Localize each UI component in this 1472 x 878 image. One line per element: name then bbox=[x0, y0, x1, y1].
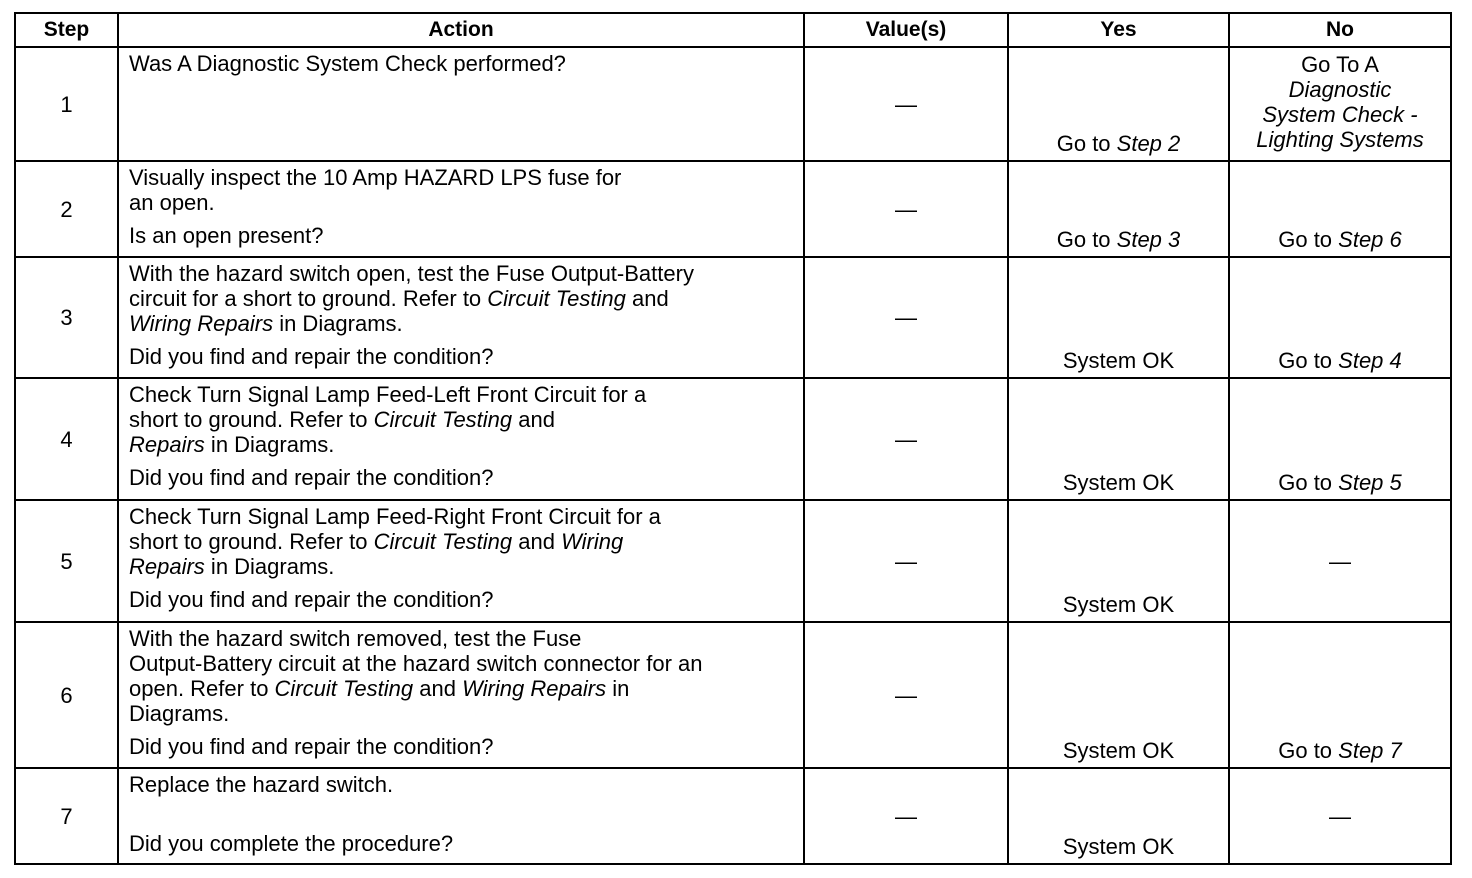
step-number: 3 bbox=[15, 257, 118, 378]
no-cell: — bbox=[1229, 500, 1451, 622]
no-cell bbox=[1229, 161, 1451, 257]
table-row bbox=[15, 47, 1451, 161]
yes-cell: System OK bbox=[1008, 622, 1229, 768]
action-text: Check Turn Signal Lamp Feed-Right Front Circuit for a bbox=[129, 504, 661, 529]
step-number: 2 bbox=[15, 161, 118, 257]
action-text: With the hazard switch open, test the Fuse Output-Battery bbox=[129, 261, 694, 286]
action-cell bbox=[118, 47, 804, 161]
no-step-ref: Step 7 bbox=[1338, 738, 1402, 763]
no-step-ref: Step 5 bbox=[1338, 470, 1402, 495]
action-question: Is an open present? bbox=[129, 223, 324, 248]
step-number: 1 bbox=[15, 47, 118, 161]
step-number: 6 bbox=[15, 622, 118, 768]
yes-cell bbox=[1008, 47, 1229, 161]
table-row bbox=[15, 768, 1451, 864]
step-number: 7 bbox=[15, 768, 118, 864]
yes-step-ref: Step 2 bbox=[1116, 131, 1181, 156]
action-text: Repairs in Diagrams. bbox=[129, 432, 335, 457]
action-text: Visually inspect the 10 Amp HAZARD LPS fuse for bbox=[129, 165, 622, 190]
no-text: Go to bbox=[1278, 227, 1339, 252]
no-text: Go to bbox=[1278, 348, 1339, 373]
no-text: Go To A bbox=[1301, 52, 1379, 77]
yes-cell bbox=[1008, 161, 1229, 257]
no-text: Go to bbox=[1278, 470, 1339, 495]
no-text: Diagnostic bbox=[1288, 77, 1392, 102]
no-cell bbox=[1229, 47, 1451, 161]
header-step: Step bbox=[15, 13, 118, 47]
action-text: short to ground. Refer to Circuit Testing and bbox=[129, 407, 555, 432]
yes-step-ref: Step 3 bbox=[1116, 227, 1181, 252]
no-cell bbox=[1229, 257, 1451, 378]
no-text: Go to bbox=[1278, 738, 1339, 763]
no-step-ref: Step 4 bbox=[1338, 348, 1402, 373]
action-cell bbox=[118, 161, 804, 257]
yes-text: Go to bbox=[1056, 131, 1117, 156]
yes-cell: System OK bbox=[1008, 257, 1229, 378]
action-text: Check Turn Signal Lamp Feed-Left Front Circuit for a bbox=[129, 382, 647, 407]
step-number: 4 bbox=[15, 378, 118, 500]
action-text: Repairs in Diagrams. bbox=[129, 554, 335, 579]
action-text: Diagrams. bbox=[129, 701, 230, 726]
yes-cell: System OK bbox=[1008, 768, 1229, 864]
no-cell: — bbox=[1229, 768, 1451, 864]
action-cell bbox=[118, 378, 804, 500]
no-text: System Check - bbox=[1262, 102, 1418, 127]
action-question: Did you find and repair the condition? bbox=[129, 344, 494, 369]
yes-cell: System OK bbox=[1008, 378, 1229, 500]
action-cell bbox=[118, 257, 804, 378]
value-cell: — bbox=[804, 257, 1008, 378]
action-text: Was A Diagnostic System Check performed? bbox=[129, 51, 566, 76]
table-row bbox=[15, 257, 1451, 378]
action-text: circuit for a short to ground. Refer to Circuit Testing and bbox=[129, 286, 669, 311]
header-yes: Yes bbox=[1008, 13, 1229, 47]
action-cell bbox=[118, 500, 804, 622]
step-number: 5 bbox=[15, 500, 118, 622]
action-question: Did you find and repair the condition? bbox=[129, 587, 494, 612]
action-text: short to ground. Refer to Circuit Testing and Wiring bbox=[129, 529, 624, 554]
header-action: Action bbox=[118, 13, 804, 47]
value-cell: — bbox=[804, 768, 1008, 864]
action-text: Replace the hazard switch. bbox=[129, 772, 394, 797]
table-row bbox=[15, 500, 1451, 622]
no-cell bbox=[1229, 622, 1451, 768]
action-question: Did you find and repair the condition? bbox=[129, 734, 494, 759]
header-values: Value(s) bbox=[804, 13, 1008, 47]
action-question: Did you complete the procedure? bbox=[129, 831, 454, 856]
value-cell: — bbox=[804, 622, 1008, 768]
value-cell: — bbox=[804, 378, 1008, 500]
yes-text: Go to bbox=[1056, 227, 1117, 252]
no-text: Lighting Systems bbox=[1256, 127, 1424, 152]
value-cell: — bbox=[804, 500, 1008, 622]
header-row bbox=[15, 13, 1451, 47]
action-text: Wiring Repairs in Diagrams. bbox=[129, 311, 403, 336]
no-step-ref: Step 6 bbox=[1338, 227, 1402, 252]
table-row bbox=[15, 161, 1451, 257]
table-row bbox=[15, 378, 1451, 500]
action-text: open. Refer to Circuit Testing and Wiring Repairs in bbox=[129, 676, 630, 701]
header-no: No bbox=[1229, 13, 1451, 47]
value-cell: — bbox=[804, 47, 1008, 161]
action-cell bbox=[118, 622, 804, 768]
table-row bbox=[15, 622, 1451, 768]
diagnostic-table bbox=[14, 12, 1452, 865]
action-question: Did you find and repair the condition? bbox=[129, 465, 494, 490]
yes-cell: System OK bbox=[1008, 500, 1229, 622]
action-text: an open. bbox=[129, 190, 215, 215]
no-cell bbox=[1229, 378, 1451, 500]
action-cell bbox=[118, 768, 804, 864]
action-text: With the hazard switch removed, test the Fuse bbox=[129, 626, 582, 651]
action-text: Output-Battery circuit at the hazard switch connector for an bbox=[129, 651, 703, 676]
value-cell: — bbox=[804, 161, 1008, 257]
